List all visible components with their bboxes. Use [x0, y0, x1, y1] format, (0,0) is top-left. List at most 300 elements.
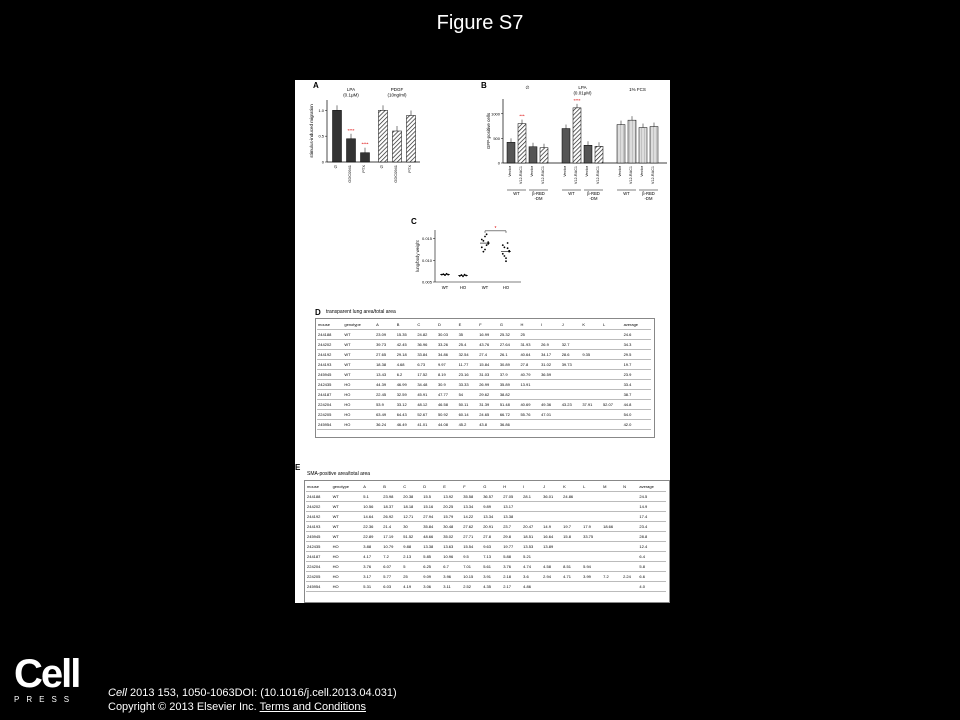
- panel-c-xtick-label: HO: [502, 285, 510, 290]
- table-cell: 63.49: [376, 412, 387, 417]
- table-header-cell: C: [403, 484, 407, 489]
- table-cell: [622, 582, 638, 592]
- table-header-cell: D: [423, 484, 427, 489]
- table-cell: 48.12: [417, 402, 428, 407]
- table-cell: 37.91: [582, 402, 593, 407]
- table-e-caption: SMA-positive area/total area: [307, 471, 371, 477]
- table-cell: 244193: [318, 362, 332, 367]
- table-cell: [582, 492, 602, 502]
- panel-b-ylabel: GFP-positive cells: [486, 112, 491, 150]
- table-header-cell: A: [363, 484, 366, 489]
- table-cell: 29.8: [503, 534, 511, 539]
- table-cell: 15.84: [479, 362, 490, 367]
- table-cell: 9.35: [582, 352, 591, 357]
- table-cell: 13.63: [443, 544, 454, 549]
- panel-a-xtick-label: GDC0941: [393, 165, 398, 183]
- table-cell: [602, 340, 623, 350]
- panel-b-bar: [529, 147, 537, 163]
- table-cell: 4.0: [639, 584, 645, 589]
- panel-c-point: [484, 236, 486, 238]
- table-row: [306, 562, 666, 572]
- table-cell: 17.19: [383, 534, 394, 539]
- table-cell: 37.9: [499, 372, 508, 377]
- table-cell: [519, 390, 540, 400]
- table-cell: 242435: [318, 382, 332, 387]
- table-cell: 6.2: [396, 372, 403, 377]
- table-cell: 30.48: [443, 524, 454, 529]
- table-cell: [581, 380, 602, 390]
- table-cell: 25.32: [499, 332, 510, 337]
- panel-c-point: [504, 255, 506, 257]
- table-header-cell: E: [458, 322, 462, 327]
- table-cell: 49.36: [541, 402, 552, 407]
- table-cell: 27.71: [463, 534, 474, 539]
- table-cell: 43.76: [479, 342, 490, 347]
- table-cell: 4.35: [483, 584, 491, 589]
- table-cell: [542, 502, 562, 512]
- table-cell: [622, 532, 638, 542]
- table-cell: 23.09: [376, 332, 387, 337]
- table-cell: 2.24: [623, 574, 631, 579]
- table-header-cell: J: [543, 484, 546, 489]
- table-cell: 35.58: [463, 494, 474, 499]
- table-cell: HO: [332, 574, 339, 579]
- table-cell: 46.58: [437, 402, 448, 407]
- table-cell: 12.71: [403, 514, 414, 519]
- panel-c-point: [486, 244, 488, 246]
- table-cell: 13.34: [483, 514, 494, 519]
- table-header-cell: genotype: [344, 322, 361, 327]
- table-header-cell: M: [603, 484, 607, 489]
- table-cell: 4.17: [363, 554, 372, 559]
- table-cell: 41.01: [417, 422, 428, 427]
- table-cell: 30.9: [437, 382, 446, 387]
- panel-b-subgroup-label: -DM: [644, 196, 653, 202]
- panel-c-point: [507, 247, 509, 249]
- table-cell: 44.39: [376, 382, 387, 387]
- copyright-text: Copyright © 2013 Elsevier Inc.: [108, 701, 257, 713]
- panel-c-ylabel: lung/body weight: [415, 240, 420, 272]
- panel-c-point: [507, 242, 509, 244]
- panel-a-group-label: PDGF: [390, 87, 404, 92]
- table-cell: 45.2: [458, 422, 467, 427]
- table-cell: 28.6: [561, 352, 570, 357]
- panel-b-bar: [584, 145, 592, 163]
- table-e: [306, 482, 666, 592]
- panel-c-xtick-label: HO: [459, 285, 467, 290]
- panel-c-ytick-label: 0.010: [421, 257, 432, 263]
- table-cell: 8.19: [437, 372, 446, 377]
- table-cell: [581, 370, 602, 380]
- table-cell: 18.18: [403, 504, 414, 509]
- table-header-cell: K: [582, 322, 585, 327]
- panel-c-significance: *: [494, 225, 497, 232]
- panel-c-point: [502, 244, 504, 246]
- table-cell: [542, 512, 562, 522]
- table-cell: 5.8: [639, 564, 645, 569]
- table-cell: 33.75: [583, 534, 594, 539]
- table-cell: 35.84: [423, 524, 434, 529]
- table-cell: [602, 420, 623, 430]
- table-cell: 46.99: [396, 382, 407, 387]
- table-cell: 43.23: [561, 402, 572, 407]
- table-cell: 52.07: [602, 402, 613, 407]
- table-cell: 26.92: [383, 514, 394, 519]
- table-header-cell: average: [639, 484, 654, 489]
- table-d-label: D: [315, 308, 321, 317]
- table-cell: 15.16: [423, 504, 434, 509]
- table-cell: 33.12: [396, 402, 407, 407]
- table-cell: 33.4: [623, 382, 632, 387]
- panel-a-xtick-label: ∅: [333, 165, 338, 169]
- table-cell: [622, 512, 638, 522]
- table-cell: 245945: [307, 534, 321, 539]
- panel-b-xtick-label: V12-RAC1: [629, 166, 633, 185]
- panel-a-group-label: (10ng/ml): [387, 92, 407, 98]
- table-cell: 224205: [307, 574, 321, 579]
- panel-b-significance: ***: [519, 113, 525, 119]
- table-header-cell: L: [583, 484, 586, 489]
- table-cell: 17.9: [583, 524, 591, 529]
- table-header-cell: I: [523, 484, 525, 489]
- panel-a-ytick-label: 1.0: [318, 107, 324, 113]
- table-row: [317, 360, 651, 370]
- table-cell: 66.72: [499, 412, 510, 417]
- table-cell: [540, 420, 561, 430]
- table-cell: [602, 532, 622, 542]
- table-header-cell: average: [623, 322, 639, 327]
- table-cell: [540, 330, 561, 340]
- table-cell: 39.73: [561, 362, 572, 367]
- table-cell: [602, 380, 623, 390]
- table-row: [317, 390, 651, 400]
- panel-b-subgroup-label: WT: [568, 191, 575, 196]
- table-cell: 35: [458, 332, 464, 337]
- panel-c-point: [481, 246, 483, 248]
- table-cell: 22.36: [363, 524, 374, 529]
- table-cell: 13.34: [463, 504, 474, 509]
- table-cell: HO: [332, 544, 339, 549]
- table-row: [317, 350, 651, 360]
- table-cell: 31.39: [479, 402, 490, 407]
- table-cell: 3.88: [363, 544, 372, 549]
- table-cell: 3.17: [363, 574, 372, 579]
- table-cell: [602, 492, 622, 502]
- table-cell: 35.02: [443, 534, 454, 539]
- table-cell: [581, 340, 602, 350]
- table-cell: 244187: [318, 392, 332, 397]
- panel-b-ytick-label: 1000: [491, 111, 500, 117]
- table-cell: WT: [344, 342, 351, 347]
- table-cell: 15.8: [563, 534, 571, 539]
- table-row: [317, 420, 651, 430]
- table-cell: WT: [332, 504, 339, 509]
- table-cell: 5.85: [423, 554, 432, 559]
- table-header-cell: mouse: [318, 322, 331, 327]
- panel-a-xtick-label: GDC0941: [347, 165, 352, 183]
- table-cell: 47.77: [437, 392, 448, 397]
- table-cell: 3.6: [523, 574, 529, 579]
- panel-b-xtick-label: Vector: [563, 166, 567, 177]
- table-row: [317, 380, 651, 390]
- table-header-cell: F: [479, 322, 482, 327]
- table-cell: 18.37: [383, 504, 394, 509]
- panel-c-point: [481, 239, 483, 241]
- panel-b-bar: [650, 127, 658, 163]
- panel-b-subgroup-label: β-RBD: [642, 191, 655, 196]
- table-cell: 6.4: [639, 554, 645, 559]
- panel-b-label: B: [481, 81, 487, 90]
- table-cell: 55.76: [520, 412, 531, 417]
- table-cell: [602, 562, 622, 572]
- table-cell: 33.33: [458, 382, 469, 387]
- table-cell: 12.4: [639, 544, 648, 549]
- table-cell: 244192: [318, 352, 332, 357]
- table-header-cell: K: [563, 484, 566, 489]
- table-row: [317, 400, 651, 410]
- table-cell: 33.84: [417, 352, 428, 357]
- table-cell: 9.89: [483, 504, 491, 509]
- table-cell: [602, 330, 623, 340]
- table-cell: 23.9: [623, 372, 632, 377]
- table-cell: 23.98: [383, 494, 394, 499]
- table-cell: 24.65: [479, 412, 490, 417]
- table-row: [306, 522, 666, 532]
- table-cell: 18.38: [376, 362, 387, 367]
- table-cell: WT: [332, 534, 339, 539]
- table-cell: 16.64: [543, 534, 554, 539]
- table-cell: WT: [344, 332, 351, 337]
- table-cell: 14.64: [363, 514, 374, 519]
- table-cell: 31.02: [541, 362, 552, 367]
- panel-b-bar: [595, 146, 603, 163]
- table-header-cell: N: [623, 484, 626, 489]
- table-cell: [561, 390, 582, 400]
- table-cell: 6.73: [417, 362, 426, 367]
- panel-a-bar: [379, 110, 388, 162]
- table-cell: 9.88: [403, 544, 412, 549]
- table-cell: HO: [332, 584, 339, 589]
- panel-b-significance: ****: [573, 97, 581, 103]
- table-cell: 7.01: [463, 564, 472, 569]
- table-cell: 24.5: [639, 494, 648, 499]
- panel-b-group-label: (0.01μM): [573, 90, 592, 96]
- table-cell: 13.17: [503, 504, 514, 509]
- table-cell: 27.94: [423, 514, 434, 519]
- table-cell: 40.64: [520, 352, 531, 357]
- table-cell: 244187: [307, 554, 321, 559]
- journal-name: Cell: [108, 687, 127, 699]
- table-cell: [562, 582, 582, 592]
- panel-c-ytick-label: 0.015: [421, 236, 432, 242]
- panel-b-bar: [573, 108, 581, 163]
- table-cell: 10.96: [443, 554, 454, 559]
- table-cell: 32.7: [561, 342, 570, 347]
- panel-a-xtick-label: ∅: [379, 165, 384, 169]
- table-cell: [622, 542, 638, 552]
- table-cell: HO: [344, 412, 351, 417]
- table-cell: 32.54: [458, 352, 469, 357]
- table-cell: 14.9: [543, 524, 551, 529]
- table-header-cell: J: [561, 322, 564, 327]
- table-cell: 29.62: [479, 392, 490, 397]
- table-cell: 19.7: [563, 524, 571, 529]
- table-cell: 4.86: [523, 584, 531, 589]
- table-cell: 19.7: [623, 362, 632, 367]
- table-cell: [581, 330, 602, 340]
- panel-c-point: [504, 246, 506, 248]
- table-cell: 34.86: [437, 352, 448, 357]
- panel-a-ylabel: stimulus-induced migration: [309, 104, 314, 158]
- table-cell: 5.31: [363, 584, 372, 589]
- panel-c-xtick-label: WT: [441, 285, 449, 290]
- table-cell: 51.48: [499, 402, 510, 407]
- table-cell: 6.25: [423, 564, 432, 569]
- table-cell: 23.4: [639, 524, 648, 529]
- terms-link[interactable]: Terms and Conditions: [259, 701, 366, 713]
- table-cell: 47.01: [541, 412, 552, 417]
- table-cell: 9.09: [423, 574, 432, 579]
- panel-b-group-label: 1% FCS: [629, 87, 646, 92]
- table-cell: 25: [403, 574, 408, 579]
- table-cell: 3.11: [443, 584, 451, 589]
- panel-b-group-label: LPA: [578, 85, 587, 90]
- panel-a-ytick-label: 0.5: [318, 133, 324, 139]
- panel-c-point: [505, 260, 507, 262]
- table-cell: 8.51: [563, 564, 571, 569]
- table-cell: 30.89: [499, 362, 510, 367]
- table-cell: [582, 502, 602, 512]
- table-cell: 42.45: [396, 342, 407, 347]
- table-cell: WT: [332, 514, 339, 519]
- panel-c-point: [483, 251, 485, 253]
- table-cell: 27.64: [499, 342, 510, 347]
- table-cell: 7.2: [603, 574, 609, 579]
- table-header-cell: B: [396, 322, 400, 327]
- table-cell: 3.06: [423, 584, 432, 589]
- table-cell: 18.51: [523, 534, 534, 539]
- table-cell: 3.96: [443, 574, 452, 579]
- table-cell: 36.01: [543, 494, 554, 499]
- table-cell: 15.54: [463, 544, 474, 549]
- table-cell: 36.24: [376, 422, 387, 427]
- table-cell: 43.8: [479, 422, 487, 427]
- table-cell: 17.52: [417, 372, 428, 377]
- table-cell: [582, 542, 602, 552]
- figure-panel: [295, 80, 670, 603]
- panel-b-subgroup-label: WT: [513, 191, 520, 196]
- logo-word: Cell: [14, 652, 80, 696]
- table-cell: [581, 390, 602, 400]
- table-cell: 11.77: [458, 362, 469, 367]
- table-row: [306, 492, 666, 502]
- panel-a-group-label: LPA: [346, 87, 356, 92]
- table-cell: [561, 410, 582, 420]
- table-cell: 14.9: [639, 504, 648, 509]
- table-cell: [542, 552, 562, 562]
- panel-b-subgroup-label: WT: [623, 191, 630, 196]
- table-cell: WT: [332, 494, 339, 499]
- table-cell: 27.4: [479, 352, 487, 357]
- table-cell: [602, 502, 622, 512]
- table-cell: 2.94: [543, 574, 551, 579]
- table-cell: 42.0: [623, 422, 632, 427]
- table-cell: [581, 360, 602, 370]
- table-cell: 24.86: [563, 494, 574, 499]
- table-header-cell: D: [437, 322, 441, 327]
- panel-b-chart: [485, 84, 670, 208]
- table-e-label: E: [295, 463, 301, 472]
- table-cell: 27.05: [503, 494, 514, 499]
- table-cell: 16.99: [479, 332, 490, 337]
- table-cell: 28.8: [639, 534, 648, 539]
- table-header-row: [306, 482, 666, 492]
- table-cell: 60.14: [458, 412, 469, 417]
- table-cell: 64.43: [396, 412, 407, 417]
- citation: [108, 686, 397, 714]
- table-header-cell: C: [417, 322, 421, 327]
- table-cell: 24.6: [623, 332, 632, 337]
- table-cell: 5.94: [583, 564, 591, 569]
- table-header-cell: G: [483, 484, 487, 489]
- table-row: [306, 552, 666, 562]
- cell-press-logo: [14, 652, 80, 704]
- table-row: [306, 512, 666, 522]
- table-cell: 27.8: [520, 362, 529, 367]
- panel-b-subgroup-label: β-RBD: [587, 191, 600, 196]
- table-cell: 13.91: [520, 382, 531, 387]
- table-cell: [602, 370, 623, 380]
- panel-a-significance: ****: [347, 127, 355, 133]
- table-row: [317, 330, 651, 340]
- table-cell: 38.7: [623, 392, 632, 397]
- panel-b-bar: [562, 129, 570, 163]
- panel-b-subgroup-label: -DM: [534, 196, 543, 202]
- table-header-cell: I: [541, 322, 543, 327]
- table-cell: 224205: [318, 412, 332, 417]
- table-cell: [582, 552, 602, 562]
- panel-b-xtick-label: V12-RAC1: [651, 166, 655, 185]
- table-header-cell: genotype: [332, 484, 350, 489]
- table-cell: 4.58: [543, 564, 551, 569]
- table-cell: 27.8: [483, 534, 491, 539]
- table-cell: [562, 502, 582, 512]
- table-cell: [522, 502, 542, 512]
- table-cell: 32.59: [396, 392, 407, 397]
- panel-a-bar: [393, 131, 402, 162]
- citation-ref: 2013 153, 1050-1063DOI: (10.1016/j.cell.2013.04.031): [126, 687, 397, 699]
- table-cell: 54: [458, 392, 464, 397]
- table-cell: [602, 542, 622, 552]
- table-cell: 50.92: [437, 412, 448, 417]
- panel-b-xtick-label: V12-RAC1: [519, 166, 523, 185]
- table-cell: [622, 492, 638, 502]
- panel-a-bar: [361, 153, 370, 162]
- panel-b-bar: [628, 120, 636, 163]
- panel-a-ytick-label: 0: [321, 159, 324, 165]
- table-cell: 26.9: [541, 342, 549, 347]
- table-cell: 13.38: [423, 544, 434, 549]
- panel-c-label: C: [411, 217, 417, 226]
- table-cell: 245954: [307, 584, 321, 589]
- table-cell: 13.38: [503, 514, 514, 519]
- table-cell: [622, 562, 638, 572]
- table-cell: [582, 512, 602, 522]
- table-cell: 5.77: [383, 574, 392, 579]
- table-cell: [519, 420, 540, 430]
- table-cell: 4.71: [563, 574, 571, 579]
- table-cell: [602, 360, 623, 370]
